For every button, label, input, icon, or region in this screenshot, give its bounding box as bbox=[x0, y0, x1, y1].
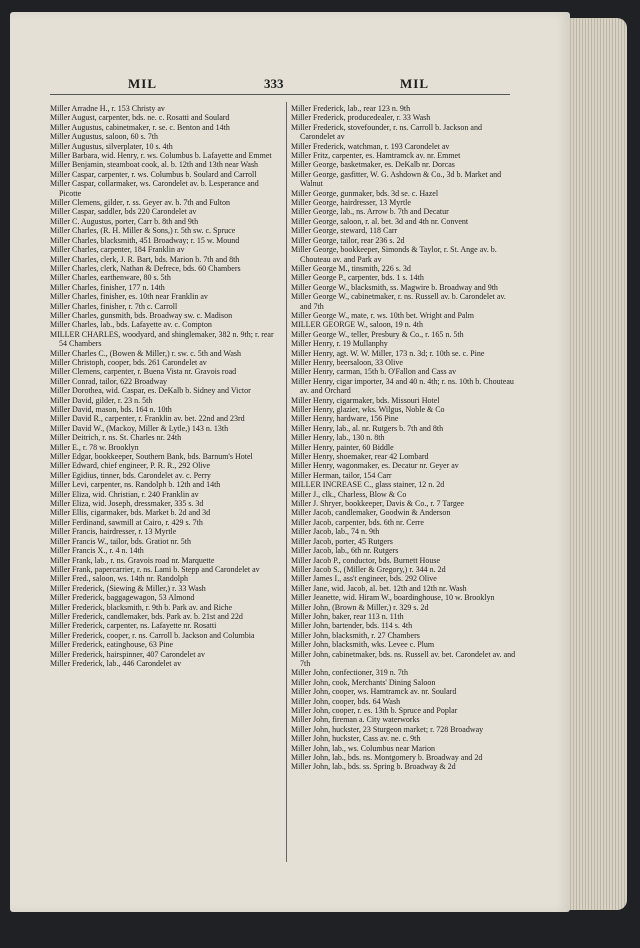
directory-entry: Miller C. Augustus, porter, Carr b. 8th and 9th bbox=[50, 216, 199, 226]
directory-entry: Miller George, basketmaker, es. DeKalb nr. Dorcas bbox=[291, 160, 455, 170]
directory-entry: Miller John, lab., ws. Columbus near Marion bbox=[291, 743, 435, 753]
directory-entry: Miller J., clk., Charless, Blow & Co bbox=[291, 489, 407, 499]
directory-entry: Miller August, carpenter, bds. ne. c. Rosatti and Soulard bbox=[50, 113, 230, 123]
directory-entry: Miller Ellis, cigarmaker, bds. Market b. 2d and 3d bbox=[50, 508, 211, 518]
directory-entry: Miller Eliza, wid. Christian, r. 240 Franklin av bbox=[50, 489, 199, 499]
directory-entry: Miller Frederick, cooper, r. ns. Carroll b. Jackson and Columbia bbox=[50, 630, 255, 640]
directory-entry: Miller Henry, painter, 60 Biddle bbox=[291, 442, 394, 452]
directory-entry: MILLER GEORGE W., saloon, 19 n. 4th bbox=[291, 320, 423, 330]
directory-entry: Miller Eliza, wid. Joseph, dressmaker, 335 s. 3d bbox=[50, 499, 204, 509]
directory-entry: Miller Henry, lab., 130 n. 8th bbox=[291, 433, 385, 443]
directory-entry: Miller Jacob, candlemaker, Goodwin & Anderson bbox=[291, 508, 451, 518]
directory-entry: Miller Frederick, stovefounder, r. ns. Carroll b. Jackson and Carondelet av bbox=[291, 122, 482, 142]
directory-entry: Miller Frederick, lab., 446 Carondelet av bbox=[50, 658, 182, 668]
directory-entry: Miller Barbara, wid. Henry, r. ws. Columbus b. Lafayette and Emmet bbox=[50, 151, 272, 161]
directory-entry: Miller George W., cabinetmaker, r. ns. Russell av. b. Carondelet av. and 7th bbox=[291, 292, 506, 311]
directory-entry: Miller Charles, finisher, es. 10th near Franklin av bbox=[50, 292, 208, 302]
header-right: MIL bbox=[400, 76, 429, 91]
directory-entry: Miller John, cabinetmaker, bds. ns. Russell av. bet. Carondelet av. and 7th bbox=[291, 649, 516, 668]
directory-entry: Miller Edgar, bookkeeper, Southern Bank, bds. Barnum's Hotel bbox=[50, 452, 253, 462]
directory-entry: Miller Henry, cigar importer, 34 and 40 n. 4th; r. ns. 10th b. Chouteau av. and Orchard bbox=[291, 376, 514, 396]
directory-entry: Miller George W., mate, r. ws. 10th bet. Wright and Palm bbox=[291, 310, 474, 320]
directory-entry: Miller James I., ass't engineer, bds. 292 Olive bbox=[291, 574, 437, 584]
directory-entry: Miller Henry, glazier, wks. Wilgus, Noble & Co bbox=[291, 405, 445, 414]
directory-entry: Miller John, cooper, ws. Hamtramck av. nr. Soulard bbox=[291, 687, 457, 697]
directory-entry: Miller David R., carpenter, r. Franklin av. bet. 22nd and 23rd bbox=[50, 414, 245, 424]
directory-entry: Miller J. Shryer, bookkeeper, Davis & Co., r. 7 Targee bbox=[291, 499, 464, 509]
directory-entry: Miller George, tailor, rear 236 s. 2d bbox=[291, 235, 405, 245]
directory-entry: Miller George P., carpenter, bds. 1 s. 14th bbox=[291, 273, 424, 283]
directory-entry: Miller Frank, lab., r. ns. Gravois road nr. Marquette bbox=[50, 555, 215, 565]
directory-entry: Miller Charles, gunsmith, bds. Broadway sw. c. Madison bbox=[50, 310, 233, 320]
directory-entry: Miller Charles C., (Bowen & Miller,) r. sw. c. 5th and Wash bbox=[50, 348, 242, 358]
directory-entry: Miller Frederick, lab., rear 123 n. 9th bbox=[291, 104, 411, 113]
running-header bbox=[10, 76, 570, 96]
directory-entry: Miller Frederick, watchman, r. 193 Carondelet av bbox=[291, 141, 450, 151]
right-column bbox=[291, 104, 517, 772]
directory-entry: Miller Augustus, saloon, 60 s. 7th bbox=[50, 132, 159, 142]
directory-entry: Miller Augustus, cabinetmaker, r. se. c. Benton and 14th bbox=[50, 122, 230, 132]
directory-entry: Miller Frank, papercarrier, r. ns. Lami b. Stepp and Carondelet av bbox=[50, 564, 260, 574]
directory-entry: Miller Charles, finisher, 177 n. 14th bbox=[50, 282, 165, 292]
page-edge bbox=[565, 18, 627, 910]
directory-entry: Miller Conrad, tailor, 622 Broadway bbox=[50, 376, 167, 386]
directory-entry: Miller Charles, carpenter, 184 Franklin av bbox=[50, 245, 185, 255]
directory-entry: Miller George W., blacksmith, ss. Magwire b. Broadway and 9th bbox=[291, 282, 498, 292]
directory-entry: MILLER INCREASE C., glass stainer, 12 n. 2d bbox=[291, 480, 445, 490]
directory-entry: Miller David, mason, bds. 164 n. 10th bbox=[50, 405, 172, 414]
directory-entry: Miller David W., (Mackoy, Miller & Lytle,) 143 n. 13th bbox=[50, 423, 229, 433]
directory-entry: Miller Frederick, hairspinner, 407 Carondelet av bbox=[50, 649, 205, 659]
directory-entry: Miller Francis W., tailor, bds. Gratiot nr. 5th bbox=[50, 536, 191, 546]
directory-entry: Miller Charles, finisher, r. 7th c. Carroll bbox=[50, 301, 178, 311]
directory-entry: Miller John, blacksmith, wks. Levee c. Plum bbox=[291, 640, 435, 650]
directory-entry: Miller John, lab., bds. ss. Spring b. Broadway & 2d bbox=[291, 762, 456, 772]
directory-entry: Miller George, saloon, r. al. bet. 3d and 4th nr. Convent bbox=[291, 216, 469, 226]
directory-entry: Miller John, blacksmith, r. 27 Chambers bbox=[291, 630, 420, 640]
directory-entry: Miller Frederick, baggagewagon, 53 Almond bbox=[50, 593, 195, 603]
directory-entry: Miller Jacob S., (Miller & Gregory,) r. 344 n. 2d bbox=[291, 564, 446, 574]
directory-entry: Miller George, lab., ns. Arrow b. 7th and Decatur bbox=[291, 207, 449, 217]
directory-entry: Miller Ferdinand, sawmill at Cairo, r. 429 s. 7th bbox=[50, 517, 203, 527]
directory-entry: Miller Henry, r. 19 Mullanphy bbox=[291, 339, 388, 349]
directory-entry: Miller Francis, hairdresser, r. 13 Myrtle bbox=[50, 527, 177, 537]
directory-entry: Miller Clemens, gilder, r. ss. Geyer av. b. 7th and Fulton bbox=[50, 198, 231, 208]
directory-entry: Miller Charles, lab., bds. Lafayette av. c. Compton bbox=[50, 320, 212, 330]
directory-entry: Miller Clemens, carpenter, r. Buena Vista nr. Gravois road bbox=[50, 367, 237, 377]
directory-entry: Miller Francis X., r. 4 n. 14th bbox=[50, 546, 144, 556]
directory-entry: Miller Frederick, producedealer, r. 33 Wash bbox=[291, 113, 431, 123]
directory-entry: Miller George M., tinsmith, 226 s. 3d bbox=[291, 263, 411, 273]
directory-entry: Miller Dorothea, wid. Caspar, es. DeKalb b. Sidney and Victor bbox=[50, 386, 251, 396]
directory-entry: Miller Christoph, cooper, bds. 261 Carondelet av bbox=[50, 357, 207, 367]
directory-entry: Miller Henry, agt. W. W. Miller, 173 n. 3d; r. 10th se. c. Pine bbox=[291, 348, 485, 358]
directory-page bbox=[10, 12, 570, 912]
directory-entry: Miller Frederick, carpenter, ns. Lafayette nr. Rosatti bbox=[50, 621, 217, 631]
directory-entry: Miller John, confectioner, 319 n. 7th bbox=[291, 668, 408, 678]
directory-entry: Miller Henry, lab., al. nr. Rutgers b. 7th and 8th bbox=[291, 423, 444, 433]
directory-entry: Miller Charles, clerk, J. R. Bart, bds. Marion b. 7th and 8th bbox=[50, 254, 240, 264]
directory-entry: Miller Edward, chief engineer, P. R. R., 292 Olive bbox=[50, 461, 211, 471]
directory-entry: Miller Charles, blacksmith, 451 Broadway; r. 15 w. Mound bbox=[50, 235, 240, 245]
directory-entry: Miller Henry, beersaloon, 33 Olive bbox=[291, 357, 403, 367]
directory-entry: Miller Levi, carpenter, ns. Randolph b. 12th and 14th bbox=[50, 480, 221, 490]
directory-entry: Miller Deitrich, r. ns. St. Charles nr. 24th bbox=[50, 433, 182, 443]
directory-entry: Miller Charles, (R. H. Miller & Sons,) r. 5th sw. c. Spruce bbox=[50, 226, 236, 236]
header-left: MIL bbox=[128, 76, 157, 91]
directory-entry: Miller Jacob, lab., 74 n. 9th bbox=[291, 527, 380, 537]
directory-entry: Miller Arradne H., r. 153 Christy av bbox=[50, 104, 165, 113]
directory-entry: Miller Jacob, carpenter, bds. 6th nr. Cerre bbox=[291, 517, 424, 527]
directory-entry: Miller Henry, shoemaker, rear 42 Lombard bbox=[291, 452, 429, 462]
directory-entry: Miller Benjamin, steamboat cook, al. b. 12th and 13th near Wash bbox=[50, 160, 259, 170]
directory-entry: Miller Henry, carman, 15th b. O'Fallon and Cass av bbox=[291, 367, 457, 377]
page-number: 333 bbox=[264, 76, 284, 91]
directory-entry: Miller Fred., saloon, ws. 14th nr. Randolph bbox=[50, 574, 188, 584]
directory-entry: Miller Henry, cigarmaker, bds. Missouri Hotel bbox=[291, 395, 440, 405]
directory-entry: Miller Charles, earthenware, 80 s. 5th bbox=[50, 273, 171, 283]
directory-entry: Miller George, gunmaker, bds. 3d se. c. Hazel bbox=[291, 188, 439, 198]
directory-entry: Miller Herman, tailor, 154 Carr bbox=[291, 470, 392, 480]
directory-entry: Miller George, hairdresser, 13 Myrtle bbox=[291, 198, 411, 208]
directory-entry: Miller Jeanette, wid. Hiram W., boardinghouse, 10 w. Brooklyn bbox=[291, 593, 495, 603]
directory-entry: Miller Charles, clerk, Nathan & Defrece, bds. 60 Chambers bbox=[50, 263, 241, 273]
directory-entry: Miller George, gasfitter, W. G. Ashdown & Co., 3d b. Market and Walnut bbox=[291, 169, 502, 189]
directory-entry: Miller George, steward, 118 Carr bbox=[291, 226, 398, 236]
directory-entry: Miller Frederick, candlemaker, bds. Park av. b. 21st and 22d bbox=[50, 611, 243, 621]
directory-entry: Miller Caspar, collarmaker, ws. Carondelet av. b. Lesperance and Picotte bbox=[50, 179, 259, 198]
directory-entry: Miller John, cook, Merchants' Dining Saloon bbox=[291, 677, 436, 687]
directory-entry: Miller Henry, hardware, 156 Pine bbox=[291, 414, 399, 424]
directory-entry: Miller Henry, wagonmaker, es. Decatur nr. Geyer av bbox=[291, 461, 459, 471]
directory-entry: Miller Jacob, porter, 45 Rutgers bbox=[291, 536, 393, 546]
directory-entry: Miller Jane, wid. Jacob, al. bet. 12th and 12th nr. Wash bbox=[291, 583, 467, 593]
left-column bbox=[50, 104, 282, 668]
directory-entry: Miller Augustus, silverplater, 10 s. 4th bbox=[50, 141, 173, 151]
directory-entry: Miller John, lab., bds. ns. Montgomery b. Broadway and 2d bbox=[291, 753, 483, 763]
directory-entry: Miller John, fireman a. City waterworks bbox=[291, 715, 420, 725]
directory-entry: Miller John, (Brown & Miller,) r. 329 s. 2d bbox=[291, 602, 429, 612]
directory-entry: Miller E., r. 78 w. Brooklyn bbox=[50, 442, 139, 452]
directory-entry: MILLER CHARLES, woodyard, and shinglemaker, 382 n. 9th; r. rear 54 Chambers bbox=[50, 329, 274, 349]
directory-entry: Miller John, huckster, 23 Sturgeon market; r. 728 Broadway bbox=[291, 724, 484, 734]
directory-entry: Miller Frederick, blacksmith, r. 9th b. Park av. and Riche bbox=[50, 602, 233, 612]
directory-entry: Miller Frederick, (Siewing & Miller,) r. 33 Wash bbox=[50, 583, 206, 593]
directory-entry: Miller Fritz, carpenter, es. Hamtramck av. nr. Emmet bbox=[291, 151, 461, 161]
directory-entry: Miller John, bartender, bds. 114 s. 4th bbox=[291, 621, 413, 631]
directory-entry: Miller Frederick, eatinghouse, 63 Pine bbox=[50, 640, 174, 650]
directory-entry: Miller John, baker, rear 113 n. 11th bbox=[291, 611, 404, 621]
directory-entry: Miller George W., teller, Presbury & Co., r. 165 n. 5th bbox=[291, 329, 464, 339]
directory-entry: Miller Jacob, lab., 6th nr. Rutgers bbox=[291, 546, 399, 556]
column-divider bbox=[286, 102, 287, 862]
directory-entry: Miller David, gilder, r. 23 n. 5th bbox=[50, 395, 153, 405]
directory-entry: Miller John, cooper, r. es. 13th b. Spruce and Poplar bbox=[291, 706, 458, 715]
directory-entry: Miller Jacob P., conductor, bds. Burnett House bbox=[291, 555, 440, 565]
directory-entry: Miller George, bookkeeper, Simonds & Taylor, r. St. Ange av. b. Chouteau av. and Park av bbox=[291, 245, 497, 264]
header-rule bbox=[50, 94, 510, 95]
directory-entry: Miller John, huckster, Cass av. ne. c. 9th bbox=[291, 734, 421, 744]
directory-entry: Miller Egidius, tinner, bds. Carondelet av. c. Perry bbox=[50, 470, 211, 480]
directory-entry: Miller Caspar, saddler, bds 220 Carondelet av bbox=[50, 207, 197, 217]
directory-entry: Miller Caspar, carpenter, r. ws. Columbus b. Soulard and Carroll bbox=[50, 169, 257, 179]
directory-entry: Miller John, cooper, bds. 64 Wash bbox=[291, 696, 401, 706]
